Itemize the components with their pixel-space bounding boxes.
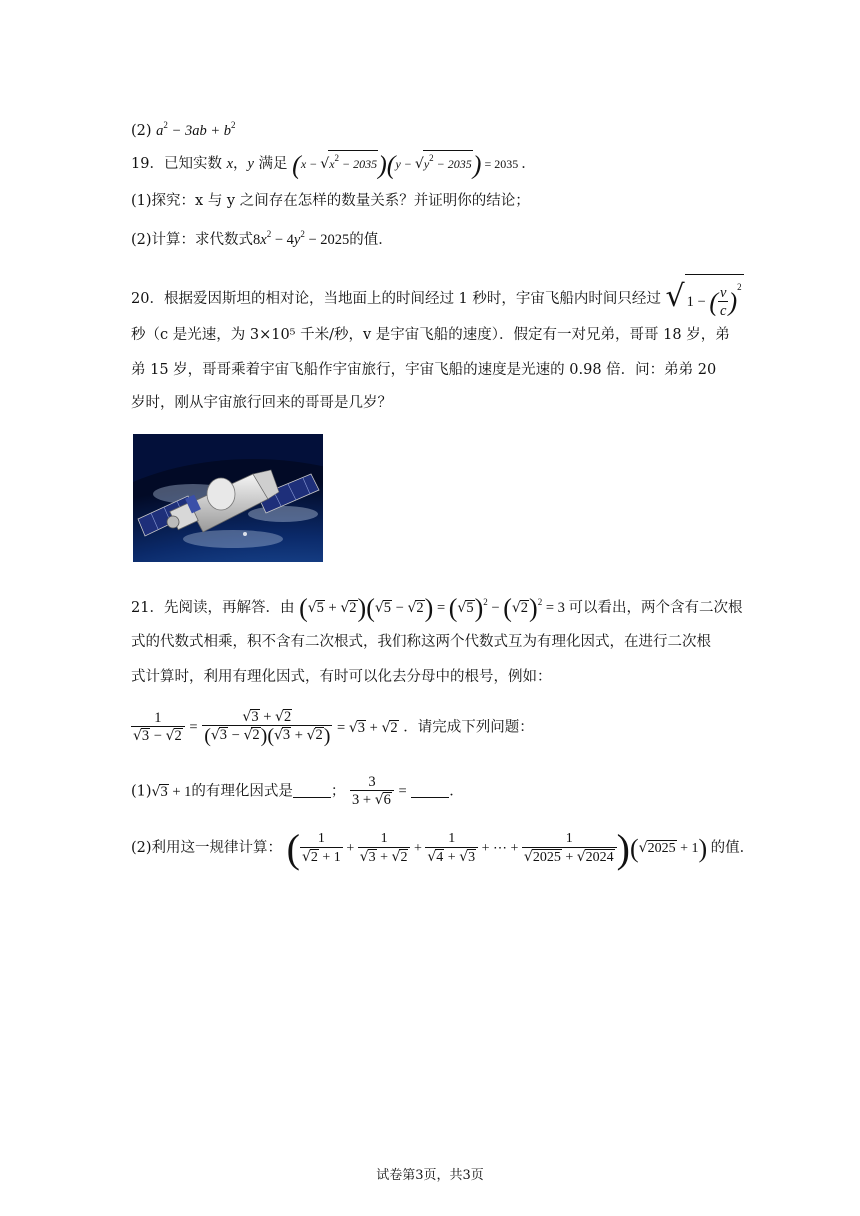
q20-line4: 岁时，刚从宇宙旅行回来的哥哥是几岁？ <box>131 395 392 411</box>
q21-part1: (1)√3 + 1的有理化因式是 ； $\frac{3}{3 + √6}$ = ． <box>131 774 464 808</box>
q18-part2-label: (2) <box>131 123 152 139</box>
spacecraft-image <box>133 434 323 562</box>
q20-line3: 弟 15 岁，哥哥乘着宇宙飞船作宇宙旅行，宇宙飞船的速度是光速的 0.98 倍．问：弟弟 20 <box>131 362 717 378</box>
q21-example: $\frac{1}{√3 - √2}$ = $\frac{√3 + √2}{(√3 - √2)(√3 + √2)}$ = √3 + √2 ．请完成下列问题： <box>133 709 534 747</box>
q20-line1 <box>131 276 744 322</box>
q21-part1-blank1[interactable] <box>293 785 331 798</box>
q18-part2 <box>131 115 235 141</box>
q21-part2-prefix: (2)利用这一规律计算： <box>131 840 283 857</box>
q19-part2-expr: $8x^2 - 4y^2 - 2025$ <box>253 229 350 248</box>
q19-part2-prefix: (2)计算：求代数式 <box>131 232 254 248</box>
q21-part1-semicolon: ； <box>330 783 346 800</box>
q20-formula: √ 1 − ( $\frac{v}{c}$ )$^2$ <box>666 274 744 320</box>
q21-part1-expr: √3 + 1 <box>151 783 192 800</box>
q19-part1: (1)探究：x 与 y 之间存在怎样的数量关系？并证明你的结论； <box>131 193 530 209</box>
q18-part2-expr: $a^2 - 3ab + b^2$ <box>156 120 236 139</box>
q20-line2: 秒（c 是光速，为 3×10⁵ 千米/秒，v 是宇宙飞船的速度）．假定有一对兄弟，哥哥 18 岁，弟 <box>131 327 730 343</box>
q21-part2-suffix: 的值． <box>710 840 755 857</box>
q19-part2-suffix: 的值． <box>349 232 393 248</box>
q19-equation: $(x - √x^2 - 2035)(y - √y^2 - 2035) = 2035$ <box>292 150 519 180</box>
q21-example-lhs: $\frac{1}{√3 - √2}$ <box>131 710 185 745</box>
q21-part2 <box>131 826 755 871</box>
q21-identity: $(√5 + √2)(√5 - √2) = (√5)^2 - (√2)^2 = 3$ <box>299 593 569 623</box>
q19-stem-suffix: ． <box>521 156 536 172</box>
q19-part2 <box>131 224 393 250</box>
q21-example-suffix: ．请完成下列问题： <box>403 719 534 736</box>
q19-stem: 19．已知实数 x，y 满足 $(x - √x^2 - 2035)(y - √y^2 - 2035) = 2035$ ． <box>131 150 536 180</box>
q21-part1-mid: 的有理化因式是 <box>191 783 293 800</box>
q21-line3: 式计算时，利用有理化因式，有时可以化去分母中的根号，例如： <box>131 669 552 685</box>
spacecraft-illustration <box>133 434 323 562</box>
q21-example-mid: $\frac{√3 + √2}{(√3 - √2)(√3 + √2)}$ <box>204 709 331 747</box>
q19-stem-prefix: 19．已知实数 <box>131 156 222 172</box>
q21-line1-prefix: 21．先阅读，再解答．由 <box>131 600 295 616</box>
q21-part1-blank2[interactable] <box>411 785 449 798</box>
page-footer: 试卷第3页，共3页 <box>376 1168 484 1183</box>
q19-vars: x <box>226 156 233 172</box>
q21-part2-expr: ( $\frac{1}{√2 + 1}$ + $\frac{1}{√3 + √2}$ + $\frac{1}{√4 + √3}$ + ⋯ + $\frac{1}{√2025 + √2024}$ )(√2025 + 1) <box>286 826 708 871</box>
q20-line1-text: 20．根据爱因斯坦的相对论，当地面上的时间经过 1 秒时，宇宙飞船内时间只经过 <box>131 291 661 308</box>
q21-part1-prefix: (1) <box>131 783 152 800</box>
q21-line1-suffix: 可以看出，两个含有二次根 <box>568 600 743 616</box>
q21-line2: 式的代数式相乘，积不含有二次根式，我们称这两个代数式互为有理化因式，在进行二次根 <box>131 634 711 650</box>
q21-line1 <box>131 592 743 623</box>
q21-part1-end: ． <box>449 783 464 800</box>
q19-stem-mid: 满足 <box>258 156 288 172</box>
q21-part1-fraction: $\frac{3}{3 + √6}$ <box>350 774 394 809</box>
